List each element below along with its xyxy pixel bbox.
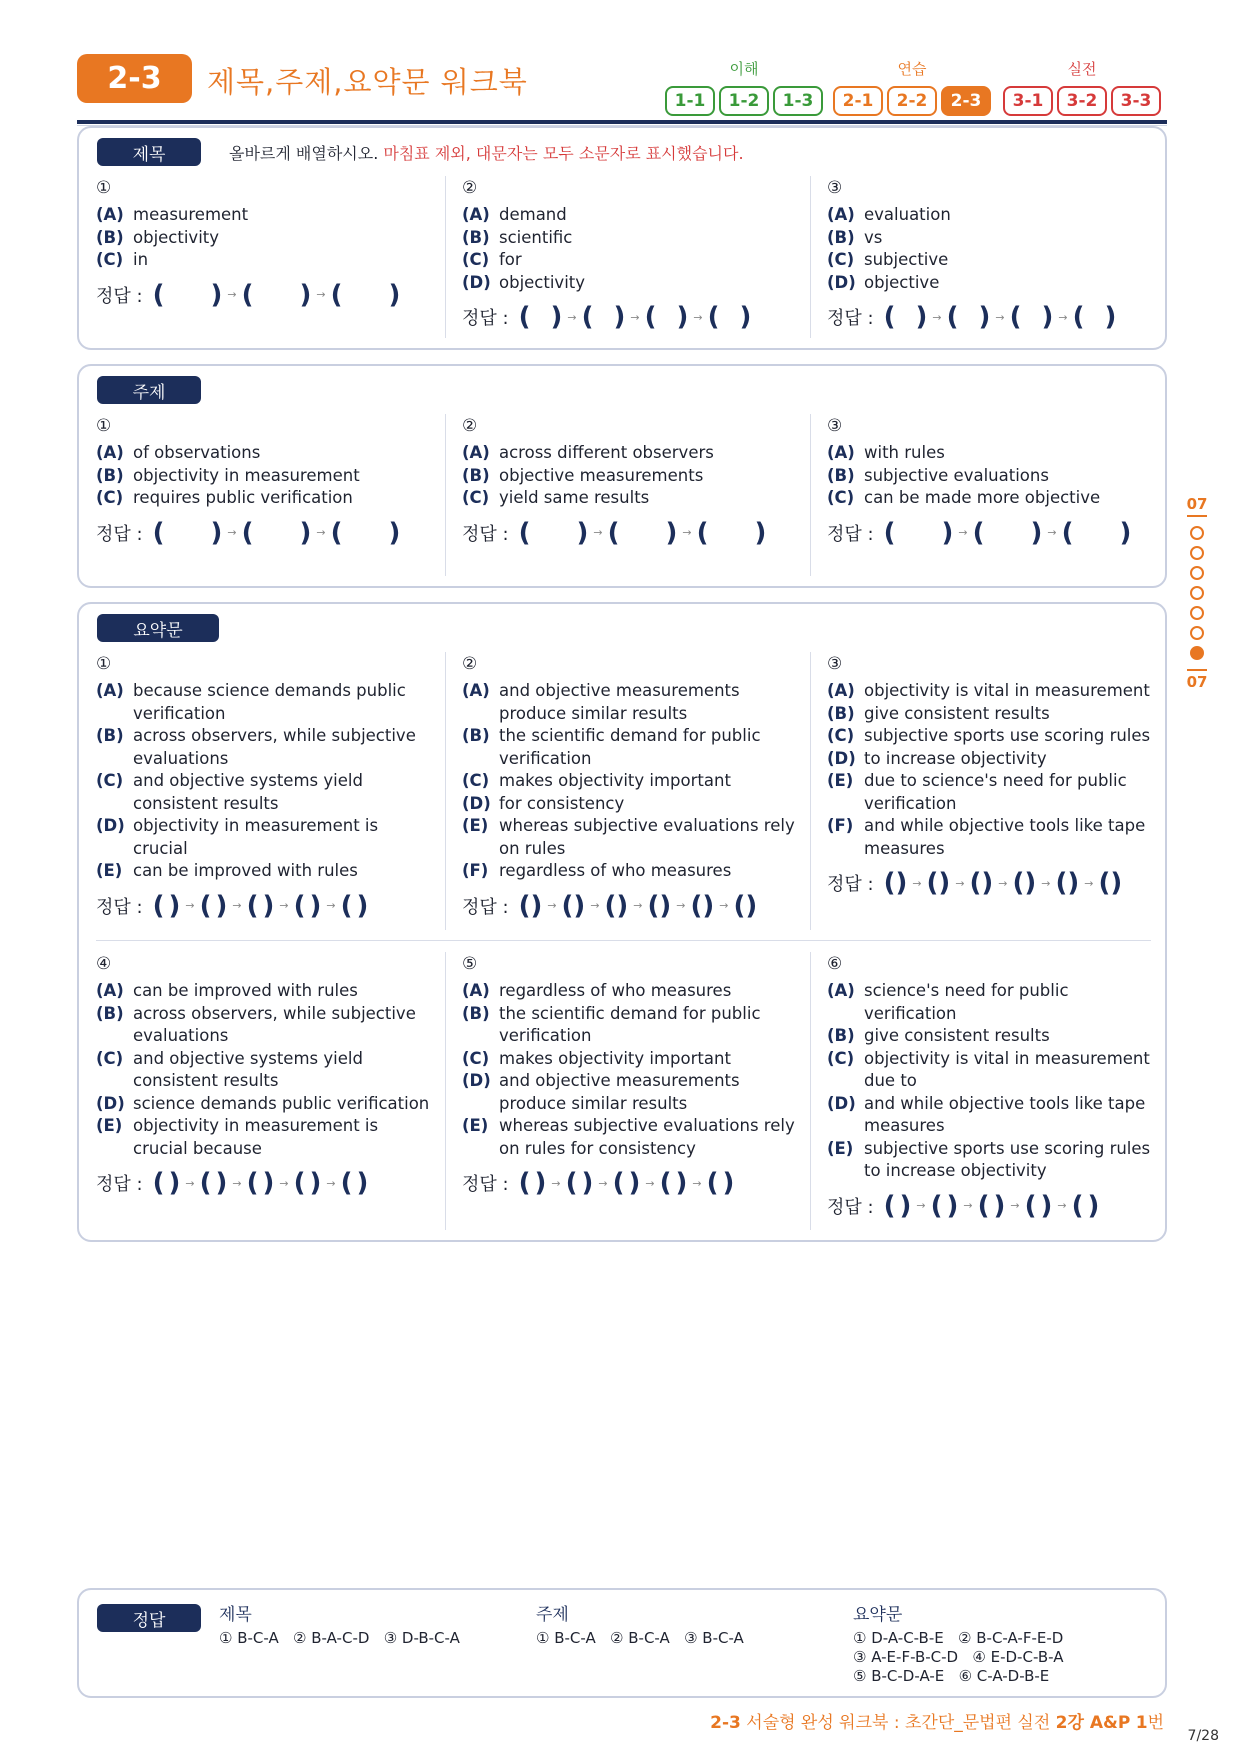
list-item: [827, 748, 1162, 771]
item-key: (E): [462, 1116, 489, 1135]
list-item: [462, 487, 792, 510]
item-key: (A): [96, 205, 124, 224]
item-text: across different observers: [499, 443, 714, 462]
section-tag: 요약문: [97, 614, 219, 642]
item-text: to increase objectivity: [864, 748, 1047, 768]
list-item: [827, 815, 1162, 860]
progress-dot-current: [1190, 646, 1204, 660]
progress-dot: [1190, 546, 1204, 560]
progress-dot: [1190, 526, 1204, 540]
item-text: subjective evaluations: [864, 465, 1049, 485]
item-key: (A): [462, 443, 490, 462]
item-key: (C): [827, 1048, 855, 1068]
item-text: and while objective tools like tape measures: [864, 1093, 1146, 1135]
list-item: [827, 487, 1157, 510]
item-key: (B): [462, 726, 490, 745]
item-key: (B): [96, 465, 124, 485]
list-item: [96, 815, 431, 860]
answer-key-topic: [536, 1600, 744, 1648]
list-item: [827, 680, 1162, 703]
item-key: (D): [462, 1071, 491, 1090]
footer-number-2: 1: [1135, 1713, 1148, 1733]
answer-slots[interactable]: 정답 : ( ) → ( ) → ( ) → ( ) → ( ): [827, 1190, 1100, 1221]
item-key: (B): [462, 227, 490, 247]
progress-dot: [1190, 566, 1204, 580]
list-item: [462, 1115, 797, 1160]
section-tag: 제목: [97, 138, 201, 166]
section-tag: 주제: [97, 376, 201, 404]
item-text: requires public verification: [133, 488, 353, 507]
question-number: ②: [462, 416, 478, 436]
column-divider: [445, 952, 446, 1230]
item-key: (B): [827, 227, 855, 247]
nav-button-2-2[interactable]: 2-2: [887, 86, 937, 116]
item-key: (A): [462, 981, 490, 1000]
item-key: (A): [827, 981, 855, 1000]
section-tag: 정답: [97, 1604, 201, 1632]
item-text: can be made more objective: [864, 488, 1101, 507]
list-item: [827, 980, 1162, 1025]
footer-text: [710, 1708, 1164, 1733]
answer-slots[interactable]: 정답 : ( ) → ( ) → ( ) → ( ) → ( ): [96, 890, 369, 921]
progress-divider: [1187, 515, 1207, 517]
item-text: across observers, while subjective evaluations: [133, 1003, 416, 1045]
answer-slots[interactable]: 정답 : ( ) → ( ) → ( ) → ( ): [827, 302, 1117, 332]
item-key: (B): [96, 1003, 124, 1023]
list-item: [827, 1048, 1162, 1093]
list-item: [96, 487, 426, 510]
list-item: [462, 1003, 797, 1048]
answer-label: 정답 :: [827, 308, 874, 329]
summary-question-3: [827, 654, 1162, 898]
item-text: regardless of who measures: [499, 981, 732, 1000]
question-number: ②: [462, 654, 478, 674]
item-text: due to science's need for public verification: [864, 771, 1127, 813]
item-key: (A): [462, 205, 490, 224]
item-text: science's need for public verification: [864, 981, 1069, 1023]
item-text: give consistent results: [864, 1026, 1050, 1045]
list-item: [96, 980, 431, 1003]
list-item: [827, 703, 1162, 726]
item-key: (C): [96, 250, 124, 269]
item-key: (C): [96, 771, 124, 790]
item-key: (C): [827, 250, 855, 269]
column-divider: [810, 652, 811, 930]
topic-question-1: [96, 416, 426, 548]
item-key: (E): [827, 1138, 854, 1158]
answer-label: 정답 :: [462, 308, 509, 329]
question-number: ③: [827, 416, 843, 436]
item-text: whereas subjective evaluations rely on rules for consistency: [499, 1116, 795, 1158]
item-text: subjective sports use scoring rules: [864, 726, 1151, 745]
answer-key-values: ⑤ B-C-D-A-E ⑥ C-A-D-B-E: [853, 1667, 1050, 1685]
item-text: for consistency: [499, 793, 625, 813]
list-item: [96, 1115, 431, 1160]
item-text: because science demands public verification: [133, 681, 406, 723]
list-item: [827, 465, 1157, 488]
header-divider: [77, 120, 1167, 124]
answer-key-title: [219, 1600, 460, 1648]
item-text: subjective sports use scoring rules to increase objectivity: [864, 1138, 1151, 1180]
item-text: objective: [864, 272, 940, 292]
item-text: with rules: [864, 443, 945, 462]
item-text: objectivity: [133, 227, 220, 247]
item-text: objectivity in measurement: [133, 465, 360, 485]
nav-button-3-3[interactable]: 3-3: [1111, 86, 1161, 116]
item-key: (B): [827, 703, 855, 723]
nav-group-practice: [833, 58, 991, 116]
footer-end: 번: [1147, 1713, 1164, 1733]
item-text: can be improved with rules: [133, 861, 358, 880]
item-text: objective measurements: [499, 465, 704, 485]
row-divider: [96, 940, 1151, 941]
summary-question-5: [462, 954, 797, 1198]
column-divider: [445, 176, 446, 338]
item-key: (E): [96, 861, 123, 880]
list-item: [462, 980, 797, 1003]
list-item: [462, 860, 797, 883]
nav-button-3-2[interactable]: 3-2: [1057, 86, 1107, 116]
list-item: [827, 204, 1157, 227]
nav-group-label: 실전: [1067, 60, 1097, 78]
list-item: [96, 465, 426, 488]
list-item: [96, 770, 431, 815]
item-text: yield same results: [499, 488, 650, 507]
answer-label: 정답 :: [96, 896, 143, 918]
question-number: ②: [462, 178, 478, 198]
item-text: and objective systems yield consistent results: [133, 771, 363, 813]
item-text: in: [133, 250, 149, 269]
question-number: ①: [96, 178, 112, 198]
item-key: (A): [827, 681, 855, 700]
answer-slots[interactable]: 정답 : ( ) → ( ) → ( ): [96, 279, 401, 310]
question-number: ①: [96, 654, 112, 674]
chapter-number-top: 07: [1186, 495, 1208, 513]
answer-label: 정답 :: [462, 523, 509, 545]
answer-slots[interactable]: 정답 : ( ) → ( ) → ( ) → ( ): [462, 302, 752, 332]
progress-dot: [1190, 626, 1204, 640]
item-text: subjective: [864, 250, 949, 269]
answer-slots[interactable]: 정답 : ( ) → ( ) → ( ) → ( ) → ( ): [96, 1168, 369, 1198]
answer-slots[interactable]: 정답 : ( ) → ( ) → ( ) → ( ) → ( ): [462, 1168, 735, 1198]
list-item: [462, 770, 797, 793]
list-item: [827, 725, 1162, 748]
nav-button-3-1[interactable]: 3-1: [1003, 86, 1053, 116]
nav-button-1-2[interactable]: 1-2: [719, 86, 769, 116]
item-text: makes objectivity important: [499, 1048, 731, 1068]
item-key: (C): [462, 771, 490, 790]
question-number: ③: [827, 654, 843, 674]
answer-label: 정답 :: [96, 523, 143, 545]
item-text: can be improved with rules: [133, 981, 358, 1000]
item-text: objectivity is vital in measurement: [864, 681, 1150, 700]
item-text: objectivity in measurement is crucial: [133, 816, 379, 858]
answer-key-values: ③ A-E-F-B-C-D ④ E-D-C-B-A: [853, 1648, 1064, 1666]
item-text: scientific: [499, 227, 573, 247]
item-text: objectivity is vital in measurement due to: [864, 1048, 1150, 1090]
nav-button-1-3[interactable]: 1-3: [773, 86, 823, 116]
progress-dot: [1190, 606, 1204, 620]
lesson-badge: 2-3: [77, 54, 192, 103]
summary-question-4: [96, 954, 431, 1198]
list-item: [462, 227, 792, 250]
item-key: (C): [462, 1048, 490, 1068]
answer-key-heading: 주제: [536, 1605, 569, 1625]
column-divider: [445, 414, 446, 576]
list-item: [96, 1048, 431, 1093]
item-key: (C): [462, 488, 490, 507]
summary-question-2: [462, 654, 797, 921]
item-key: (E): [827, 771, 854, 790]
footer-number: 2: [1055, 1713, 1068, 1733]
item-key: (D): [96, 816, 125, 835]
item-key: (C): [96, 488, 124, 507]
list-item: [827, 442, 1157, 465]
nav-group-understanding: [665, 58, 823, 116]
list-item: [96, 1093, 431, 1116]
page-title: 제목,주제,요약문 워크북: [207, 65, 528, 99]
answer-label: 정답 :: [462, 896, 509, 918]
item-text: vs: [864, 227, 883, 247]
answer-slots[interactable]: 정답 : () → () → () → () → () → (): [827, 868, 1123, 898]
answer-key-summary: [853, 1600, 1063, 1686]
answer-slots[interactable]: 정답 : () → () → () → () → () → (): [462, 890, 758, 921]
item-key: (B): [462, 1003, 490, 1023]
question-number: ④: [96, 954, 112, 974]
item-text: and while objective tools like tape measures: [864, 816, 1146, 858]
list-item: [96, 1003, 431, 1048]
item-text: evaluation: [864, 205, 951, 224]
instruction-note: 마침표 제외, 대문자는 모두 소문자로 표시했습니다.: [383, 144, 744, 163]
answer-key: [77, 1588, 1167, 1698]
item-key: (C): [827, 726, 855, 745]
instruction-text: [229, 141, 744, 164]
list-item: [96, 725, 431, 770]
item-key: (D): [827, 272, 856, 292]
item-key: (D): [827, 1093, 856, 1113]
item-text: and objective measurements produce similar results: [499, 1071, 740, 1113]
item-key: (A): [462, 681, 490, 700]
question-number: ⑥: [827, 954, 843, 974]
list-item: [462, 793, 797, 816]
list-item: [96, 204, 426, 227]
list-item: [462, 249, 792, 272]
topic-question-3: [827, 416, 1157, 548]
item-key: (E): [96, 1116, 123, 1135]
item-key: (B): [462, 465, 490, 485]
answer-label: 정답 :: [827, 1196, 874, 1218]
column-divider: [810, 176, 811, 338]
progress-divider: [1187, 669, 1207, 671]
answer-label: 정답 :: [462, 1174, 509, 1195]
list-item: [827, 1025, 1162, 1048]
list-item: [827, 249, 1157, 272]
item-text: objectivity in measurement is crucial because: [133, 1116, 379, 1158]
item-text: whereas subjective evaluations rely on rules: [499, 816, 795, 858]
footer-middle: 서술형 완성 워크북 : 초간단_문법편 실전: [746, 1713, 1051, 1733]
nav-button-1-1[interactable]: 1-1: [665, 86, 715, 116]
nav-group-label: 연습: [897, 60, 927, 78]
answer-key-values: ① B-C-A ② B-C-A ③ B-C-A: [536, 1629, 744, 1647]
item-key: (A): [827, 205, 855, 224]
topic-section: [77, 364, 1167, 588]
topic-question-2: [462, 416, 792, 548]
item-key: (E): [462, 816, 489, 835]
answer-slots[interactable]: 정답 : ( ) → ( ) → ( ): [827, 517, 1132, 548]
question-number: ①: [96, 416, 112, 436]
column-divider: [810, 414, 811, 576]
progress-dot: [1190, 586, 1204, 600]
answer-label: 정답 :: [827, 523, 874, 545]
answer-slots[interactable]: 정답 : ( ) → ( ) → ( ): [96, 517, 401, 548]
item-key: (D): [827, 748, 856, 768]
chapter-number-bottom: 07: [1186, 673, 1208, 691]
item-key: (A): [96, 681, 124, 700]
nav-button-2-1[interactable]: 2-1: [833, 86, 883, 116]
list-item: [462, 815, 797, 860]
item-key: (C): [96, 1048, 124, 1068]
footer-prefix: 2-3: [710, 1713, 741, 1733]
list-item: [462, 725, 797, 770]
list-item: [462, 1048, 797, 1071]
list-item: [462, 272, 792, 295]
list-item: [827, 272, 1157, 295]
summary-question-6: [827, 954, 1162, 1221]
item-text: across observers, while subjective evaluations: [133, 726, 416, 768]
answer-key-heading: 제목: [219, 1605, 252, 1625]
item-key: (A): [96, 981, 124, 1000]
item-text: give consistent results: [864, 703, 1050, 723]
list-item: [827, 770, 1162, 815]
footer-strong: 강 A&P: [1067, 1713, 1131, 1733]
list-item: [462, 442, 792, 465]
summary-question-1: [96, 654, 431, 921]
title-question-1: [96, 178, 426, 310]
instruction-plain: 올바르게 배열하시오.: [229, 144, 379, 163]
item-key: (B): [96, 726, 124, 745]
answer-slots[interactable]: 정답 : ( ) → ( ) → ( ): [462, 517, 767, 548]
item-key: (F): [462, 861, 489, 880]
list-item: [96, 227, 426, 250]
item-key: (D): [462, 272, 491, 292]
column-divider: [445, 652, 446, 930]
item-key: (D): [462, 793, 491, 813]
item-text: objectivity: [499, 272, 586, 292]
list-item: [827, 1093, 1162, 1138]
item-text: regardless of who measures: [499, 861, 732, 880]
answer-label: 정답 :: [96, 285, 143, 307]
item-text: the scientific demand for public verification: [499, 726, 761, 768]
item-text: of observations: [133, 443, 261, 462]
list-item: [827, 1138, 1162, 1183]
question-number: ⑤: [462, 954, 478, 974]
item-text: measurement: [133, 205, 249, 224]
nav-button-2-3[interactable]: 2-3: [941, 86, 991, 116]
list-item: [462, 1070, 797, 1115]
item-text: for: [499, 250, 522, 269]
item-key: (B): [827, 1026, 855, 1045]
list-item: [96, 442, 426, 465]
answer-label: 정답 :: [827, 874, 874, 895]
item-text: the scientific demand for public verification: [499, 1003, 761, 1045]
answer-key-heading: 요약문: [853, 1605, 903, 1625]
answer-label: 정답 :: [96, 1174, 143, 1195]
item-text: science demands public verification: [133, 1093, 430, 1113]
title-section: [77, 126, 1167, 350]
list-item: [827, 227, 1157, 250]
summary-section: [77, 602, 1167, 1242]
list-item: [96, 860, 431, 883]
item-text: and objective measurements produce similar results: [499, 681, 740, 723]
answer-key-values: ① B-C-A ② B-A-C-D ③ D-B-C-A: [219, 1629, 460, 1647]
item-key: (C): [827, 488, 855, 507]
item-key: (B): [827, 465, 855, 485]
question-number: ③: [827, 178, 843, 198]
answer-key-values: ① D-A-C-B-E ② B-C-A-F-E-D: [853, 1629, 1064, 1647]
item-key: (A): [827, 443, 855, 462]
nav-group-real: [1003, 58, 1161, 116]
item-text: makes objectivity important: [499, 771, 731, 790]
item-text: demand: [499, 205, 567, 224]
title-question-2: [462, 178, 792, 332]
item-key: (D): [96, 1093, 125, 1113]
item-key: (B): [96, 227, 124, 247]
item-key: (C): [462, 250, 490, 269]
chapter-progress: [1185, 495, 1209, 691]
page-number: 7/28: [1187, 1728, 1219, 1744]
item-key: (F): [827, 816, 854, 835]
nav-group-label: 이해: [729, 60, 759, 78]
list-item: [462, 204, 792, 227]
list-item: [96, 249, 426, 272]
column-divider: [810, 952, 811, 1230]
list-item: [462, 680, 797, 725]
list-item: [462, 465, 792, 488]
title-question-3: [827, 178, 1157, 332]
item-key: (A): [96, 443, 124, 462]
list-item: [96, 680, 431, 725]
item-text: and objective systems yield consistent results: [133, 1048, 363, 1090]
